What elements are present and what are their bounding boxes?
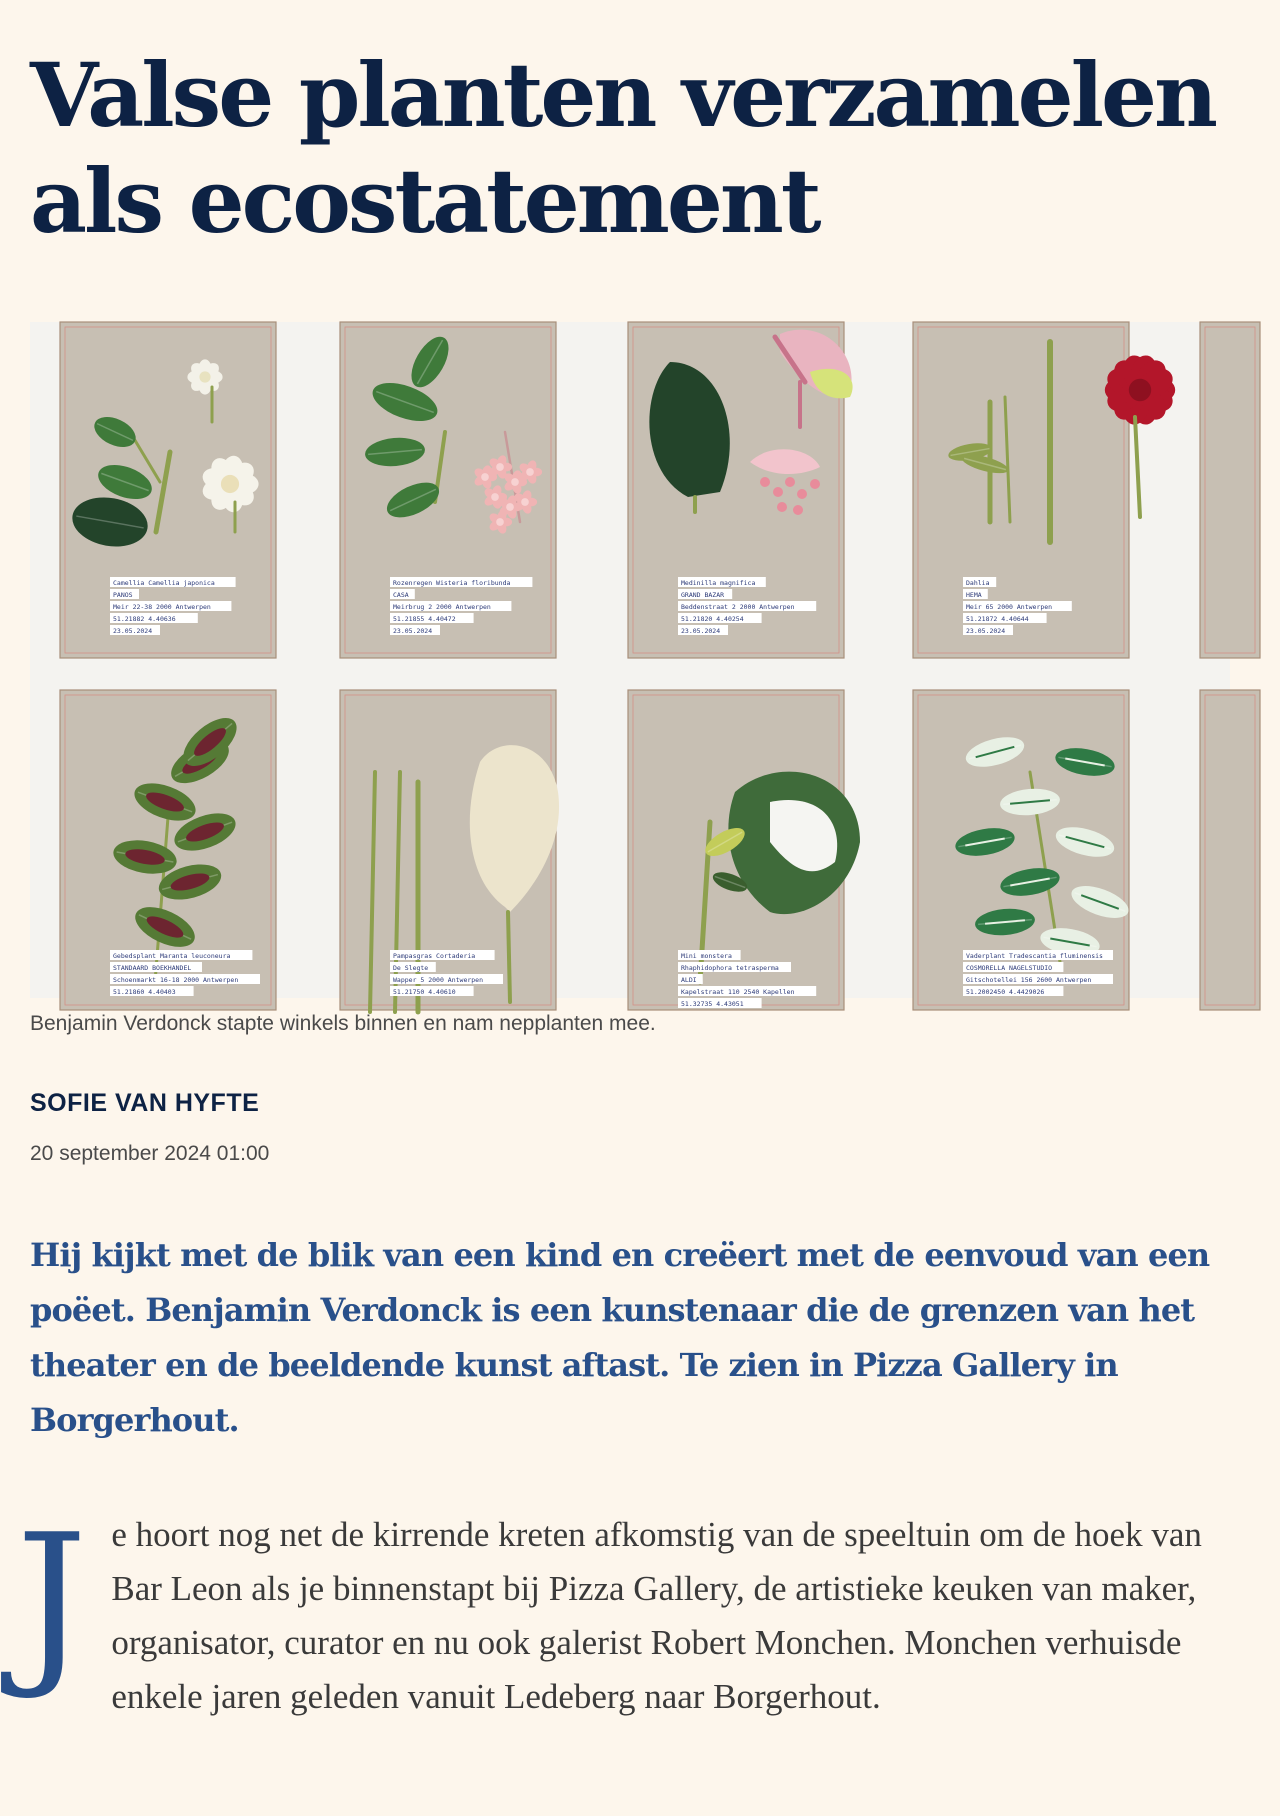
publish-date: 20 september 2024 01:00 (30, 1142, 270, 1165)
label-text: 23.05.2024 (681, 627, 721, 635)
photo-caption: Benjamin Verdonck stapte winkels binnen en nam nepplanten mee. (30, 1012, 656, 1035)
label-text: Vaderplant Tradescantia fluminensis (966, 952, 1103, 960)
specimen-board-edge-top (1200, 322, 1260, 658)
specimen-board-edge-bottom (1200, 690, 1260, 1010)
label-text: Gebedsplant Maranta leuconeura (113, 952, 231, 960)
flower-center (1129, 379, 1151, 401)
label-text: De Slegte (393, 964, 429, 972)
berry (785, 477, 795, 487)
berry (793, 505, 803, 515)
label-text: Rozenregen Wisteria floribunda (393, 579, 511, 587)
flower-center (481, 473, 489, 481)
specimen-board-top-1 (60, 322, 276, 658)
label-text: CASA (393, 591, 409, 599)
label-text: Kapelstraat 110 2540 Kapellen (681, 988, 795, 996)
label-text: GRAND BAZAR (681, 591, 725, 599)
board (1200, 322, 1260, 658)
berry (773, 487, 783, 497)
label-text: Dahlia (966, 579, 990, 587)
label-text: ALDI (681, 976, 697, 984)
specimen-board-bottom-3 (628, 690, 860, 1016)
label-text: Meir 65 2000 Antwerpen (966, 603, 1053, 611)
label-text: PANOS (113, 591, 133, 599)
label-text: HEMA (966, 591, 982, 599)
specimen-board-top-3 (628, 322, 853, 658)
label-text: 23.05.2024 (113, 627, 153, 635)
specimen-board-bottom-1 (60, 690, 276, 1010)
label-text: Schoenmarkt 16-18 2000 Antwerpen (113, 976, 239, 984)
specimen-board-bottom-4 (913, 690, 1133, 1010)
label-text: 51.21872 4.40644 (966, 615, 1029, 623)
berry (777, 502, 787, 512)
label-text: Wapper 5 2000 Antwerpen (393, 976, 484, 984)
herbarium-photo (30, 322, 1230, 1008)
label-text: 51.21750 4.40610 (393, 988, 456, 996)
label-text: 51.21820 4.40254 (681, 615, 744, 623)
label-text: Rhaphidophora tetrasperma (681, 964, 779, 972)
drop-cap: J (16, 1496, 88, 1703)
label-text: Meirbrug 2 2000 Antwerpen (393, 603, 491, 611)
body-paragraph: e hoort nog net de kirrende kreten afkomstig van de speeltuin om de hoek van Bar Leon als je binnenstapt bij Pizza Gallery, de artistieke keuken van maker, organisator, curator en nu ook galerist Robert Monchen. Monchen verhuisde enkele jaren geleden vanuit Ledeberg naar Borgerhout. (111, 1515, 1202, 1716)
flower-center (511, 478, 519, 486)
label-text: Pampasgras Cortaderia (393, 952, 476, 960)
label-text: 51.21882 4.40636 (113, 615, 176, 623)
specimen-board-top-2 (340, 322, 556, 658)
label-text: COSMORELLA NAGELSTUDIO (966, 964, 1053, 972)
label-text: Meir 22-38 2000 Antwerpen (113, 603, 211, 611)
label-text: 51.21860 4.40403 (113, 988, 176, 996)
berry (760, 477, 770, 487)
specimen-board-bottom-2 (340, 690, 559, 1012)
flower-center (221, 475, 239, 493)
flower-center (496, 518, 504, 526)
label-text: 51.2002450 4.4429026 (966, 988, 1045, 996)
board (1200, 690, 1260, 1010)
label-text: 51.21855 4.40472 (393, 615, 456, 623)
label-text: 23.05.2024 (966, 627, 1006, 635)
flower-center (491, 493, 499, 501)
label-text: 23.05.2024 (393, 627, 433, 635)
article-photo (30, 322, 1230, 1008)
label-text: STANDAARD BOEKHANDEL (113, 964, 192, 972)
label-text: Medinilla magnifica (681, 579, 756, 587)
label-text: Beddenstraat 2 2000 Antwerpen (681, 603, 795, 611)
author-name[interactable]: SOFIE VAN HYFTE (30, 1089, 260, 1117)
label-text: 51.32735 4.43051 (681, 1000, 744, 1008)
flower-center (199, 371, 210, 382)
berry (797, 489, 807, 499)
flower-center (506, 503, 514, 511)
flower-center (526, 468, 534, 476)
label-text: Mini monstera (681, 952, 732, 960)
article-lead: Hij kijkt met de blik van een kind en creëert met de eenvoud van een poëet. Benjamin Verdonck is een kunstenaar die de grenzen van het theater en de beeldende kunst aftast. Te zien in Pizza Gallery in Borgerhout. (30, 1236, 1210, 1439)
article-body (16, 1496, 1230, 1724)
berry (810, 479, 820, 489)
flower-center (521, 498, 529, 506)
label-text: Camellia Camellia japonica (113, 579, 215, 587)
label-text: Gitschotellei 156 2600 Antwerpen (966, 976, 1092, 984)
article-headline: Valse planten verzamelen als ecostatement (30, 43, 1216, 253)
flower-center (496, 463, 504, 471)
